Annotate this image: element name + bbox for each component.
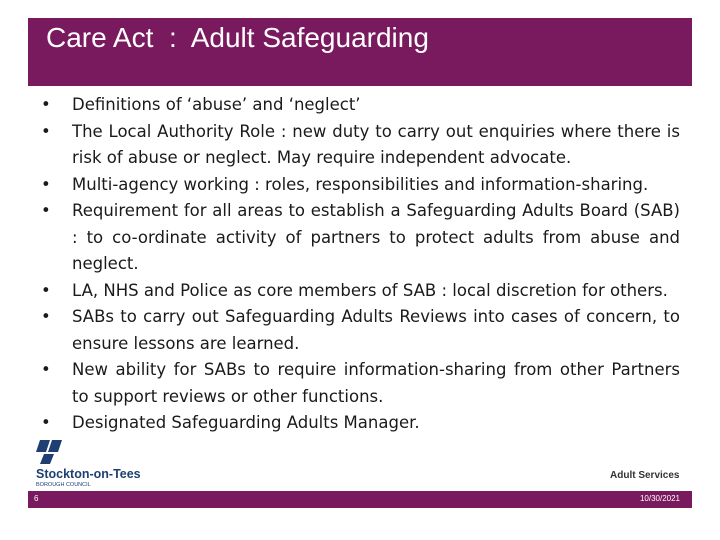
bullet-list (38, 92, 680, 437)
logo-name: Stockton-on-Tees (36, 467, 141, 481)
stockton-logo (34, 438, 144, 488)
bullet-text: LA, NHS and Police as core members of SAB : local discretion for others. (72, 280, 668, 300)
bullet-item (38, 278, 680, 305)
footer-bar (28, 491, 692, 508)
bullet-text: SABs to carry out Safeguarding Adults Reviews into cases of concern, to ensure lessons are learned. (72, 307, 680, 353)
bullet-text: Multi-agency working : roles, responsibilities and information-sharing. (72, 174, 649, 194)
logo-subtitle: BOROUGH COUNCIL (36, 482, 91, 488)
slide-content (38, 92, 680, 437)
slide-title: Care Act : Adult Safeguarding (46, 22, 429, 53)
logo-mark-icon (36, 440, 62, 464)
bullet-item (38, 410, 680, 437)
bullet-item (38, 92, 680, 119)
bullet-glyph: • (41, 413, 51, 432)
bullet-item (38, 304, 680, 357)
bullet-glyph: • (41, 307, 51, 326)
bullet-glyph: • (41, 280, 51, 300)
bullet-glyph: • (41, 201, 51, 220)
bullet-item (38, 119, 680, 172)
bullet-text: Requirement for all areas to establish a Safeguarding Adults Board (SAB) : to co-ordinate activity of partners to protect adults from abuse and neglect. (72, 201, 680, 273)
bullet-text: Definitions of ‘abuse’ and ‘neglect’ (72, 95, 361, 114)
footer-date: 10/30/2021 (639, 494, 680, 503)
title-bar (28, 18, 692, 86)
bullet-glyph: • (41, 174, 51, 194)
adult-services-label: Adult Services (610, 470, 680, 481)
bullet-item (38, 172, 680, 199)
bullet-text: New ability for SABs to require information-sharing from other Partners to support reviews or other functions. (72, 360, 680, 406)
bullet-text: The Local Authority Role : new duty to carry out enquiries where there is risk of abuse or neglect. May require independent advocate. (72, 121, 680, 167)
bullet-text: Designated Safeguarding Adults Manager. (72, 413, 420, 432)
bullet-item (38, 357, 680, 410)
page-number: 6 (34, 494, 39, 503)
bullet-glyph: • (41, 121, 51, 141)
bullet-item (38, 198, 680, 278)
bullet-glyph: • (41, 95, 51, 114)
bullet-glyph: • (41, 360, 51, 379)
